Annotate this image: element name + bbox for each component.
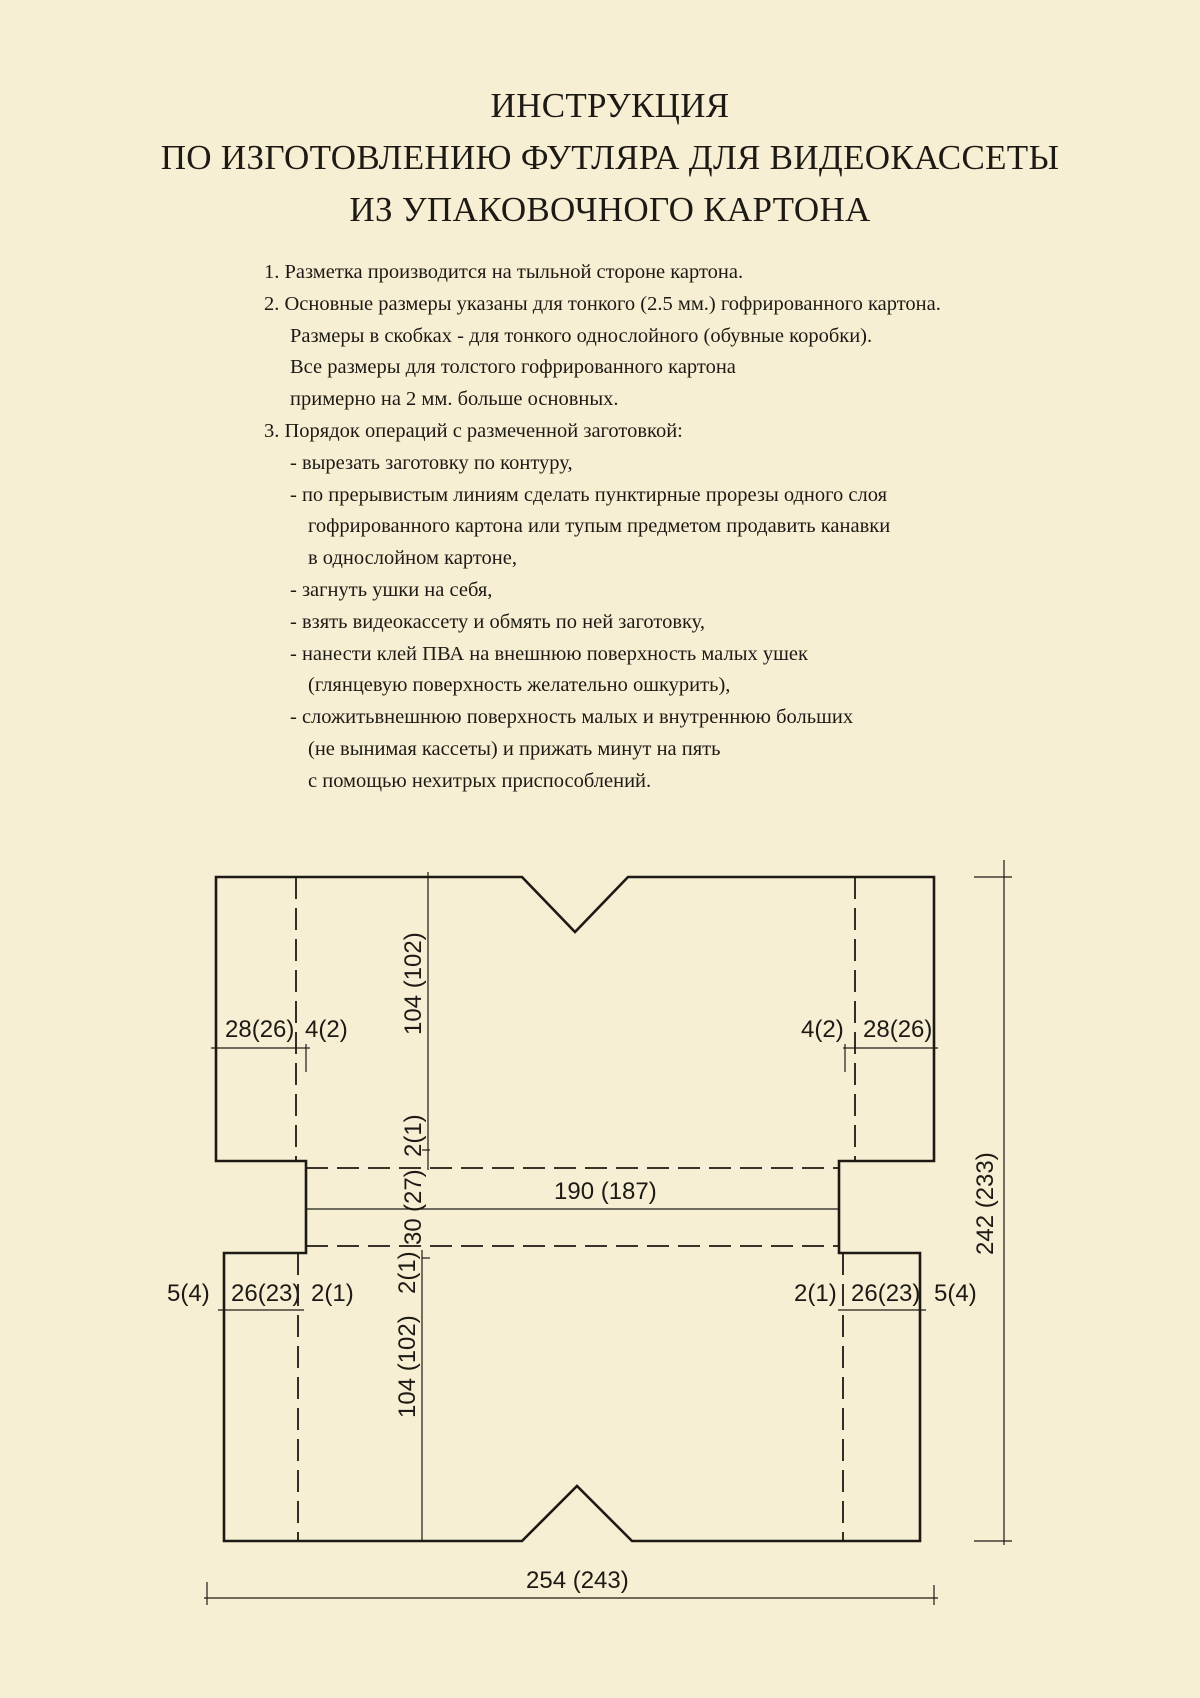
dim-label-total-height: 242 (233) — [972, 1152, 999, 1255]
dim-label-top-right-flap: 28(26) — [863, 1016, 933, 1043]
dim-label-bottom-left-edge: 5(4) — [167, 1280, 210, 1307]
instruction-line: 3. Порядок операций с размеченной заготовкой: — [264, 419, 683, 442]
instruction-line: с помощью нехитрых приспособлений. — [308, 769, 652, 792]
dim-label-spine-upper-section: (27) — [400, 1169, 427, 1212]
dim-label-bottom-right-flap: 26(23) — [851, 1280, 921, 1307]
instruction-line: (не вынимая кассеты) и прижать минут на пять — [308, 737, 721, 760]
instruction-line: - по прерывистым линиям сделать пунктирные прорезы одного слоя — [290, 483, 888, 506]
dim-label-spine-lower-section: 30 — [400, 1218, 427, 1245]
dim-label-bottom-right-gap: 2(1) — [794, 1280, 837, 1307]
instruction-line: гофрированного картона или тупым предметом продавить канавки — [308, 515, 891, 538]
dim-label-top-height: 104 (102) — [400, 932, 427, 1035]
dim-label-top-right-gap: 4(2) — [801, 1016, 844, 1043]
instruction-line: примерно на 2 мм. больше основных. — [290, 388, 619, 411]
instruction-line: 1. Разметка производится на тыльной стороне картона. — [264, 261, 744, 283]
dim-label-total-width: 254 (243) — [526, 1567, 629, 1594]
dim-label-bottom-height: 104 (102) — [394, 1315, 421, 1418]
dim-label-spine-width: 190 (187) — [554, 1178, 657, 1205]
instruction-line: - взять видеокассету и обмять по ней заготовку, — [290, 610, 705, 633]
dimension-lines — [204, 860, 1012, 1605]
instruction-line: Размеры в скобках - для тонкого однослойного (обувные коробки). — [290, 324, 873, 347]
title-line-3: ИЗ УПАКОВОЧНОГО КАРТОНА — [349, 190, 871, 229]
dim-label-bottom-left-gap: 2(1) — [311, 1280, 354, 1307]
dim-label-bottom-left-flap: 26(23) — [231, 1280, 301, 1307]
dim-label-spine-upper-gap: 2(1) — [400, 1114, 427, 1157]
instruction-line: Все размеры для толстого гофрированного картона — [290, 356, 736, 379]
instruction-line: (глянцевую поверхность желательно ошкурить), — [308, 674, 731, 697]
dim-label-top-left-flap: 28(26) — [225, 1016, 295, 1043]
dim-label-spine-lower-gap: 2(1) — [394, 1251, 421, 1294]
instruction-line: в однослойном картоне, — [308, 547, 517, 570]
dim-label-bottom-right-edge: 5(4) — [934, 1280, 977, 1307]
instruction-line: - сложитьвнешнюю поверхность малых и внутреннюю больших — [290, 706, 854, 729]
title-line-2: ПО ИЗГОТОВЛЕНИЮ ФУТЛЯРА ДЛЯ ВИДЕОКАССЕТЫ — [160, 138, 1060, 177]
instruction-line: - вырезать заготовку по контуру, — [290, 451, 573, 474]
title-line-1: ИНСТРУКЦИЯ — [490, 86, 730, 125]
instruction-line: - нанести клей ПВА на внешнюю поверхность малых ушек — [290, 642, 808, 665]
instruction-line: 2. Основные размеры указаны для тонкого (2.5 мм.) гофрированного картона. — [264, 292, 941, 315]
instruction-line: - загнуть ушки на себя, — [290, 578, 493, 601]
dim-label-top-left-gap: 4(2) — [305, 1016, 348, 1043]
